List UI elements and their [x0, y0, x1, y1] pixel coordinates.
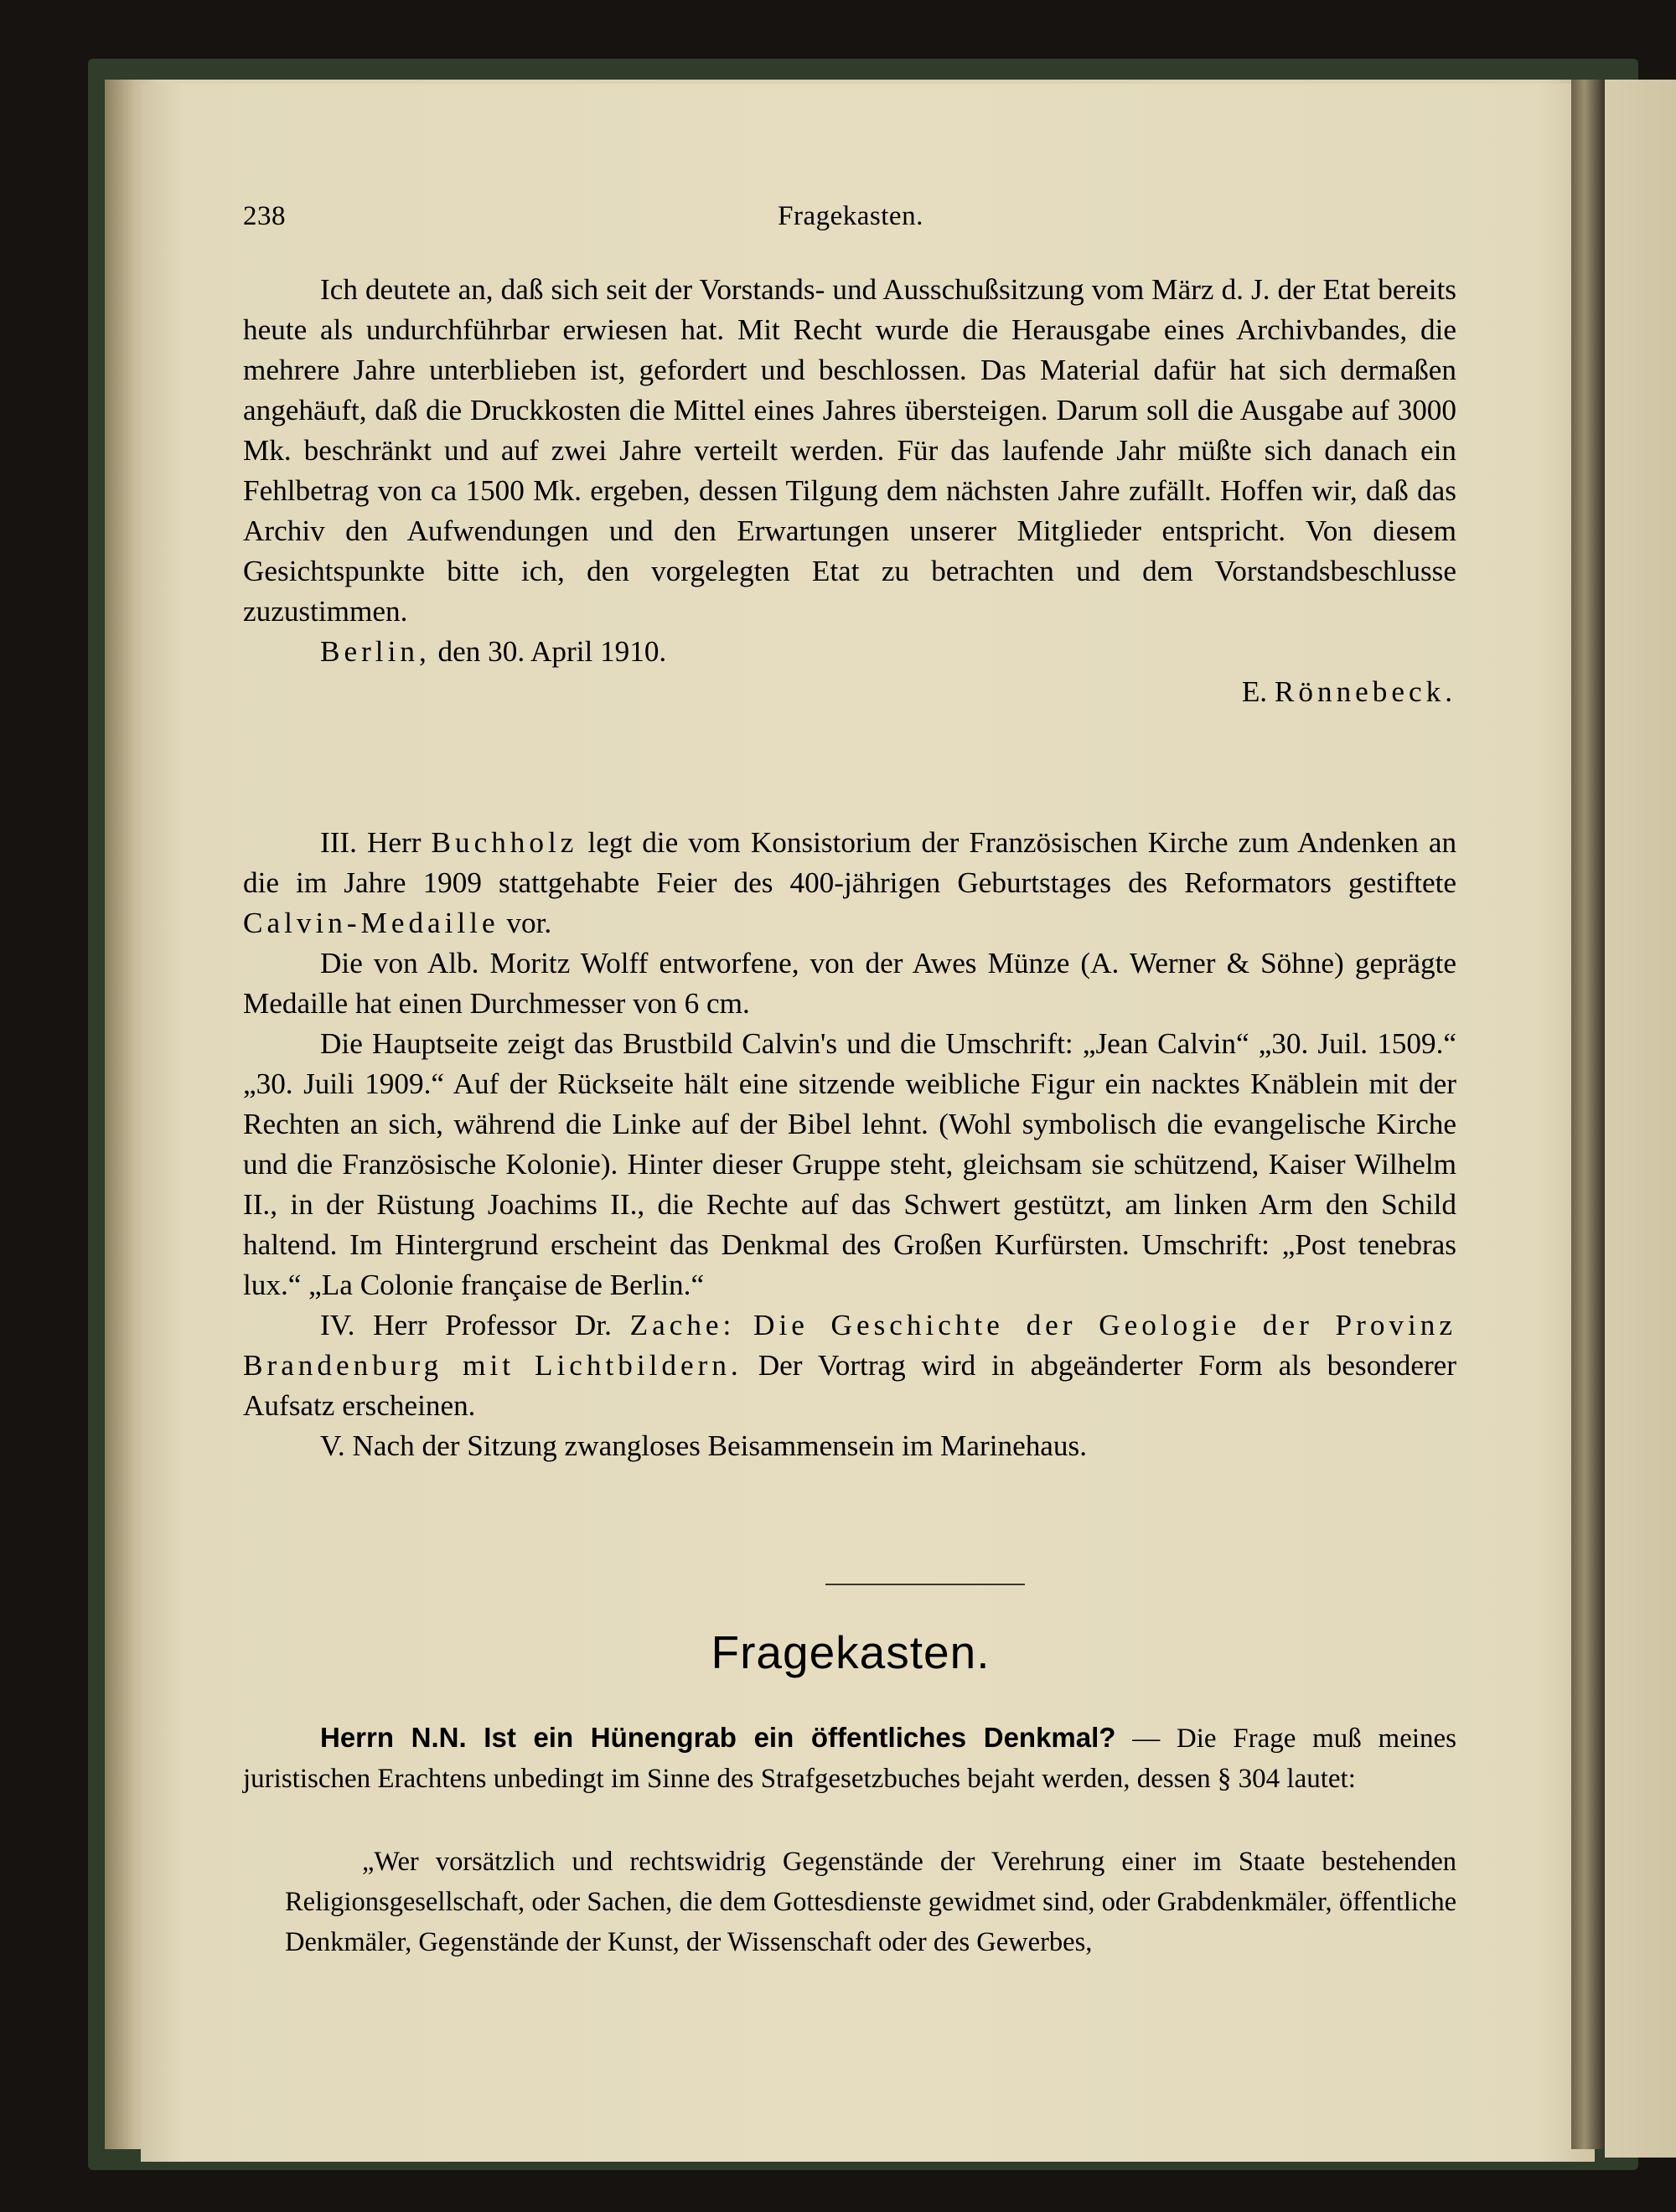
question-block: [243, 1718, 1456, 1799]
report-text: [243, 270, 1456, 712]
item-text: Nach der Sitzung zwangloses Beisammensein im Marinehaus.: [352, 1429, 1088, 1462]
page-number: 238: [243, 201, 286, 231]
medal-description: Die Hauptseite zeigt das Brustbild Calvin's und die Umschrift: „Jean Calvin“ „30. Juil. 1509.“ „30. Juili 1909.“ Auf der Rückseite hält eine sitzende weibliche Figur ein nacktes Knäblein mit der Rechten an sich, während die Linke auf der Bibel lehnt. (Wohl symbolisch die evangelische Kirche und die Französische Kolonie). Hinter dieser Gruppe steht, gleichsam sie schützend, Kaiser Wilhelm II., in der Rüstung Joachims II., die Rechte auf das Schwert gestützt, am linken Arm den Schild haltend. Im Hintergrund erscheint das Denkmal des Großen Kurfürsten. Umschrift: „Post tenebras lux.“ „La Colonie française de Berlin.“: [243, 1027, 1456, 1301]
facing-page-edge: [1605, 80, 1676, 2158]
running-header: [243, 201, 1458, 235]
question-paragraph: [243, 1718, 1456, 1799]
item-text: Herr: [367, 826, 422, 859]
place: Berlin,: [320, 635, 431, 668]
question-title: Herrn N.N. Ist ein Hünengrab ein öffentliches Denkmal?: [320, 1722, 1116, 1753]
agenda-items: [243, 823, 1456, 1466]
agenda-item-3: [243, 823, 1456, 943]
place-date-line: [243, 632, 1456, 672]
date: den 30. April 1910.: [437, 635, 667, 668]
item-numeral: III.: [320, 826, 357, 859]
signature: [243, 672, 1456, 712]
agenda-item-5: [243, 1426, 1456, 1466]
section-divider: [825, 1584, 1025, 1585]
signature-name: Rönnebeck.: [1274, 675, 1456, 708]
signature-initial: E.: [1241, 675, 1268, 708]
item-text: vor.: [506, 907, 552, 939]
medal-name: Calvin-Medaille: [243, 907, 499, 939]
item-text: Der Vortrag wird in abgeänderter Form als besonderer Aufsatz erscheinen.: [243, 1349, 1457, 1422]
quote-text: „Wer vorsätzlich und rechtswidrig Gegenstände der Verehrung einer im Staate bestehenden Religionsgesellschaft, oder Sachen, die dem Gottesdienste gewidmet sind, oder Grabdenkmäler, öffentliche Denkmäler, Gegenstände der Kunst, der Wissenschaft oder des Gewerbes,: [285, 1847, 1456, 1957]
lecture-topic: Die Geschichte der Geologie der Provinz Brandenburg mit Lichtbildern.: [243, 1309, 1457, 1382]
item-text: Herr Professor Dr.: [373, 1309, 612, 1341]
report-paragraph: Ich deutete an, daß sich seit der Vorstands- und Ausschußsitzung vom März d. J. der Etat bereits heute als undurchführbar erwiesen hat. Mit Recht wurde die Herausgabe eines Archivbandes, die mehrere Jahre unterblieben ist, gefordert und beschlossen. Das Material dafür hat sich dermaßen angehäuft, daß die Druckkosten die Mittel eines Jahres übersteigen. Darum soll die Ausgabe auf 3000 Mk. beschränkt und auf zwei Jahre verteilt werden. Für das laufende Jahr müßte sich danach ein Fehlbetrag von ca 1500 Mk. ergeben, dessen Tilgung dem nächsten Jahre zufällt. Hoffen wir, daß das Archiv den Aufwendungen und den Erwartungen unserer Mitglieder entspricht. Von diesem Gesichtspunkte bitte ich, den vorgelegten Etat zu betrachten und dem Vorstandsbeschlusse zuzustimmen.: [243, 273, 1456, 628]
item-numeral: V.: [320, 1429, 345, 1462]
item-text: legt die vom Konsistorium der Französischen Kirche zum Andenken an die im Jahre 1909 stattgehabte Feier des 400-jährigen Geburtstages des Reformators gestiftete: [243, 826, 1457, 899]
person-name: Buchholz: [431, 826, 578, 859]
medal-paragraph: Die von Alb. Moritz Wolff entworfene, von der Awes Münze (A. Werner & Söhne) geprägte Medaille hat einen Durchmesser von 6 cm.: [243, 947, 1456, 1020]
person-name: Zache:: [629, 1309, 736, 1341]
running-title: Fragekasten.: [778, 201, 923, 231]
law-quote: [285, 1842, 1456, 1962]
agenda-item-4: [243, 1305, 1456, 1426]
section-heading: Fragekasten.: [711, 1626, 991, 1678]
item-numeral: IV.: [320, 1309, 355, 1341]
book-gutter: [1571, 80, 1605, 2149]
question-answer: — Die Frage muß meines juristischen Erachtens unbedingt im Sinne des Strafgesetzbuches bejaht werden, dessen § 304 lautet:: [243, 1724, 1456, 1794]
